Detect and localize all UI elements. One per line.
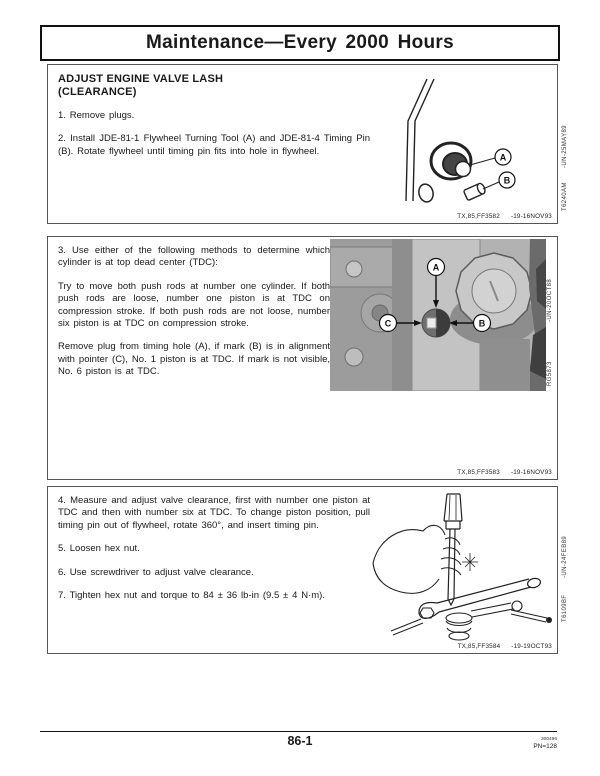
footer-rule [40,731,557,732]
flywheel-hole [417,183,435,204]
callout-a-leader [470,158,495,165]
step-5: 5. Loosen hex nut. [58,543,140,555]
tube-line [413,79,434,201]
hex-bolt [346,261,362,277]
push-rod [511,610,547,622]
figure2-caption [457,469,552,476]
step-3: 3. Use either of the following methods to determine which cylinder is at top dead center (TDC): [58,245,330,269]
figure2-caption-date: -19-16NOV93 [510,469,552,476]
step-1: 1. Remove plugs. [58,110,135,121]
tool-nut [456,162,471,177]
callout-b-leader [483,182,499,189]
section-adjust-clearance [47,486,558,654]
rocker-arm [471,603,513,617]
step-6: 6. Use screwdriver to adjust valve clearance. [58,566,254,578]
figure1-caption-date: -19-16NOV93 [510,213,552,220]
figure3-caption-date: -19-19OCT93 [511,643,552,650]
spring-seat [449,632,469,640]
section2-text [58,245,330,379]
page-number: 86-1 [287,734,313,748]
step-3-method1: Try to move both push rods at number one cylinder. If both push rods are loose, number one piston is at TDC on compression stroke. If both push rods are not loose, number six piston is at TDC on compression stroke. [58,280,330,330]
section1-heading-line2: (CLEARANCE) [58,86,137,98]
spring-retainer [446,613,472,623]
hex-nut [420,608,434,618]
handle-ridges [449,495,456,520]
screwdriver-handle [444,494,462,521]
callout-b-label: B [503,175,511,186]
figure-timing-hole-photo [330,239,546,391]
figure1-date-code: -UN-25MAY89 [562,125,568,168]
section1-text [58,73,370,158]
rod-ball-end [546,617,552,623]
figure3-date-code: -UN-24FEB89 [562,535,568,578]
step-4: 4. Measure and adjust valve clearance, first with number one piston at TDC and then with number six at TDC. To change piston position, pull timing pin out of flywheel, rotate 360°, and insert timing pin. [58,495,370,531]
figure1-caption-code: TX,85,FF3582 [457,213,500,220]
step-3-method2: Remove plug from timing hole (A), if mark (B) is in alignment with pointer (C), No. 1 piston is at TDC. If mark is not visible, No. 6 piston is at TDC. [58,341,330,378]
tube-line [406,79,427,201]
pointer [427,318,436,328]
section-tdc-methods [47,236,558,480]
figure1-caption [457,213,552,220]
timing-hole-photo [330,239,546,391]
hand-outline [373,525,445,563]
print-code: 300496 [540,737,557,742]
figure-valve-adjustment [361,491,557,643]
section-adjust-valve-lash [47,64,558,224]
valve-adjustment-illustration [361,491,557,643]
callout-c-label: C [384,318,392,329]
hand-outline [373,563,439,593]
figure3-caption [458,643,552,650]
fingers [441,538,461,575]
callout-a-label: A [432,262,440,273]
section1-heading-line1: ADJUST ENGINE VALVE LASH [58,73,224,85]
timing-pin [463,182,486,200]
flywheel-tool-illustration [391,73,556,205]
hex-bolt [345,348,363,366]
bracket-upper [330,247,398,287]
ferrule [446,521,460,529]
page-title-box [40,25,560,61]
figure3-id: T6109BF [562,594,568,622]
rocker-pivot [512,601,522,611]
callout-a-label: A [499,152,507,163]
rotation-marks [462,553,478,571]
figure3-caption-code: TX,85,FF3584 [457,643,501,650]
housing-edge [392,239,412,391]
figure1-id: T6240AM [562,182,568,211]
wrench [437,579,531,612]
step-2: 2. Install JDE-81-1 Flywheel Turning Tool (A) and JDE-81-4 Timing Pin (B). Rotate flywheel until timing pin fits into hole in flywheel. [58,133,370,157]
section3-text [58,495,370,602]
part-number: PN=128 [533,743,557,750]
lower-rod [391,619,423,635]
step-7: 7. Tighten hex nut and torque to 84 ± 36 lb-in (9.5 ± 4 N·m). [58,590,325,602]
figure-flywheel-turning-tool [391,73,556,205]
callout-b-label: B [478,318,486,329]
figure2-date-code: -UN-20OCT88 [547,278,553,322]
figure2-caption-code: TX,85,FF3583 [457,469,500,476]
figure2-id: RG5873 [547,361,553,386]
page-title: Maintenance—Every 2000 Hours [146,32,454,53]
lower-housing [480,339,530,391]
screwdriver-shaft [448,529,455,605]
